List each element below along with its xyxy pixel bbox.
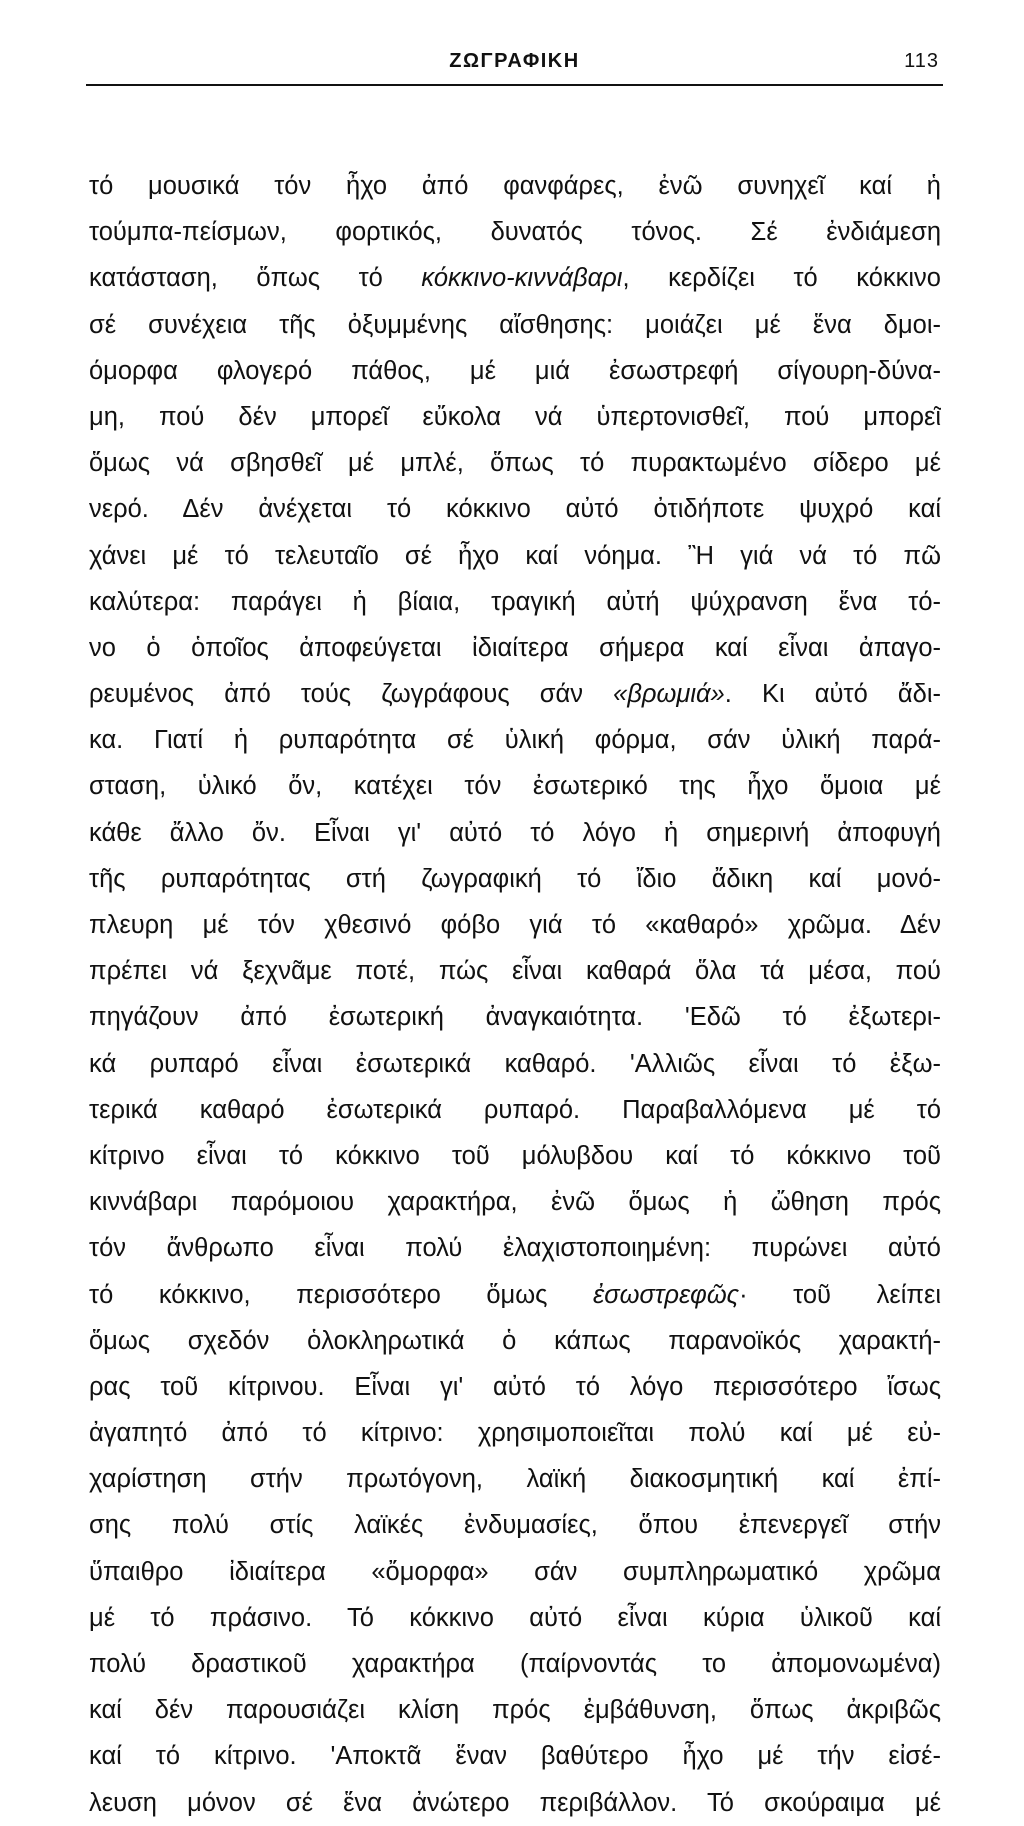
chapter-title: ΖΩΓΡΑΦΙΚΗ — [449, 50, 580, 72]
text-line: κα. Γιατί ἡ ρυπαρότητα σέ ὑλική φόρμα, σάν ὑλική παρά- — [89, 726, 941, 755]
text-line: ἀγαπητό ἀπό τό κίτρινο: χρησιμοποιεῖται πολύ καί μέ εὐ- — [89, 1419, 941, 1448]
text-line: τό μουσικά τόν ἦχο ἀπό φανφάρες, ἐνῶ συνηχεῖ καί ἡ — [89, 172, 941, 200]
text-line: κιννάβαρι παρόμοιου χαρακτήρα, ἐνῶ ὅμως ἡ ὤθηση πρός — [89, 1188, 941, 1217]
text-line: πολύ δραστικοῦ χαρακτήρα (παίρνοντάς το ἀπομονωμένα) — [89, 1650, 941, 1678]
text-line: πηγάζουν ἀπό ἐσωτερική ἀναγκαιότητα. 'Εδῶ τό ἐξωτερι- — [89, 1003, 941, 1032]
text-line: τερικά καθαρό ἐσωτερικά ρυπαρό. Παραβαλλόμενα μέ τό — [89, 1095, 941, 1124]
text-line: κίτρινο εἶναι τό κόκκινο τοῦ μόλυβδου καί τό κόκκινο τοῦ — [89, 1141, 941, 1170]
text-line: τό κόκκινο, περισσότερο ὅμως ἐσωστρεφῶς· τοῦ λείπει — [89, 1280, 941, 1309]
text-line: ρευμένος ἀπό τούς ζωγράφους σάν «βρωμιά». Κι αὐτό ἄδι- — [89, 680, 941, 709]
text-line: όμορφα φλογερό πάθος, μέ μιά ἐσωστρεφή σίγουρη-δύνα- — [89, 356, 941, 385]
text-line: τούμπα-πείσμων, φορτικός, δυνατός τόνος. Σέ ἐνδιάμεση — [89, 218, 941, 247]
text-line: καί τό κίτρινο. 'Αποκτᾶ ἕναν βαθύτερο ἦχο μέ τήν εἰσέ- — [89, 1742, 941, 1771]
text-line: σης πολύ στίς λαϊκές ἐνδυμασίες, ὅπου ἐπενεργεῖ στήν — [89, 1511, 941, 1540]
text-line: τῆς ρυπαρότητας στή ζωγραφική τό ἴδιο ἄδικη καί μονό- — [89, 864, 941, 893]
text-line: νερό. Δέν ἀνέχεται τό κόκκινο αὐτό ὀτιδήποτε ψυχρό καί — [89, 495, 941, 524]
text-line: χάνει μέ τό τελευταῖο σέ ἦχο καί νόημα. Ἢ γιά νά τό πῶ — [89, 541, 941, 570]
body-text — [89, 163, 941, 1826]
text-line: λευση μόνον σέ ἕνα ἀνώτερο περιβάλλον. Τό σκούραιμα μέ — [89, 1788, 941, 1817]
text-line: ρας τοῦ κίτρινου. Εἶναι γι' αὐτό τό λόγο περισσότερο ἴσως — [89, 1372, 941, 1401]
italic-text: «βρωμιά» — [613, 680, 725, 709]
text-line: πλευρη μέ τόν χθεσινό φόβο γιά τό «καθαρό» χρῶμα. Δέν — [89, 911, 941, 939]
header-rule — [86, 84, 943, 86]
text-line: πρέπει νά ξεχνᾶμε ποτέ, πώς εἶναι καθαρά ὅλα τά μέσα, πού — [89, 957, 941, 986]
text-line: μη, πού δέν μπορεῖ εὔκολα νά ὑπερτονισθεῖ, πού μπορεῖ — [89, 402, 941, 431]
page-number: 113 — [904, 50, 939, 72]
text-line: ὅμως νά σβησθεῖ μέ μπλέ, ὅπως τό πυρακτωμένο σίδερο μέ — [89, 449, 941, 478]
text-line: κά ρυπαρό εἶναι ἐσωτερικά καθαρό. 'Αλλιῶς εἶναι τό ἐξω- — [89, 1049, 941, 1078]
text-line: νο ὁ ὁποῖος ἀποφεύγεται ἰδιαίτερα σήμερα καί εἶναι ἀπαγο- — [89, 633, 941, 662]
text-line: κάθε ἄλλο ὄν. Εἶναι γι' αὐτό τό λόγο ἡ σημερινή ἀποφυγή — [89, 818, 941, 847]
text-line: χαρίστηση στήν πρωτόγονη, λαϊκή διακοσμητική καί ἐπί- — [89, 1465, 941, 1494]
text-line: καλύτερα: παράγει ἡ βίαια, τραγική αὐτή ψύχρανση ἕνα τό- — [89, 587, 941, 616]
text-line: σέ συνέχεια τῆς ὀξυμμένης αἴσθησης: μοιάζει μέ ἕνα δμοι- — [89, 310, 941, 339]
text-line: σταση, ὑλικό ὄν, κατέχει τόν ἐσωτερικό της ἦχο ὅμοια μέ — [89, 772, 941, 801]
text-line: καί δέν παρουσιάζει κλίση πρός ἐμβάθυνση, ὅπως ἀκριβῶς — [89, 1696, 941, 1725]
running-header — [86, 46, 943, 82]
text-line: ὕπαιθρο ἰδιαίτερα «ὄμορφα» σάν συμπληρωματικό χρῶμα — [89, 1557, 941, 1586]
text-line: κατάσταση, ὅπως τό κόκκινο-κιννάβαρι, κερδίζει τό κόκκινο — [89, 264, 941, 293]
text-line: ὅμως σχεδόν ὁλοκληρωτικά ὁ κάπως παρανοϊκός χαρακτή- — [89, 1326, 941, 1355]
italic-text: ἐσωστρεφῶς — [593, 1280, 740, 1309]
text-line: τόν ἄνθρωπο εἶναι πολύ ἐλαχιστοποιημένη: πυρώνει αὐτό — [89, 1234, 941, 1263]
text-line: μέ τό πράσινο. Τό κόκκινο αὐτό εἶναι κύρια ὑλικοῦ καί — [89, 1603, 941, 1632]
italic-text: κόκκινο-κιννάβαρι — [421, 264, 623, 293]
